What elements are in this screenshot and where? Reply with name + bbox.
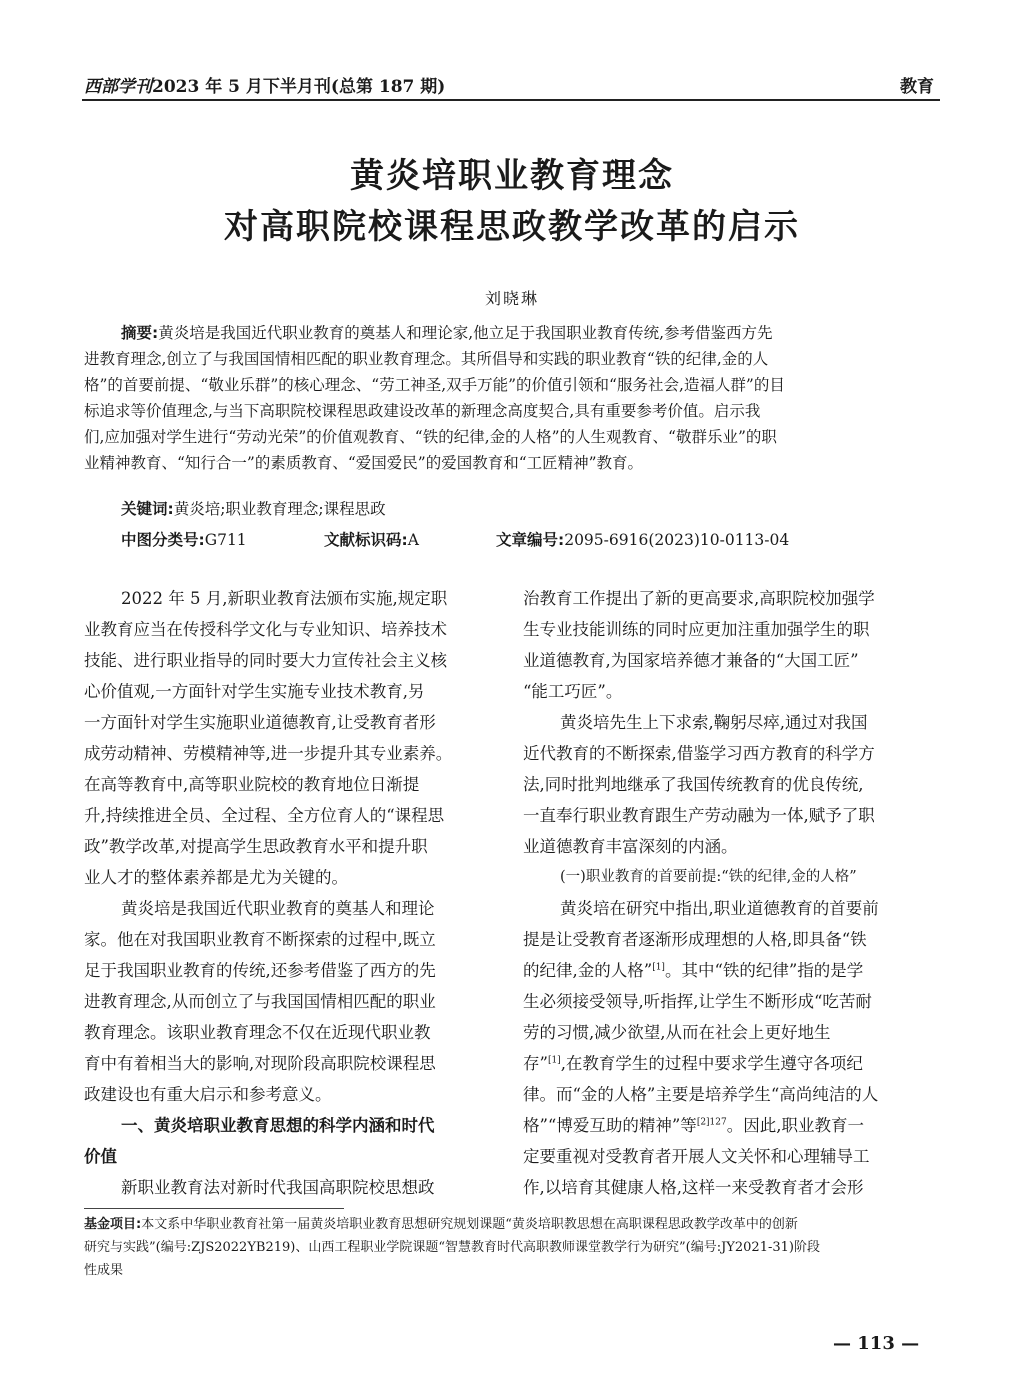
section-heading: 价值 <box>84 1147 117 1166</box>
section-heading: 一、黄炎培职业教育思想的科学内涵和时代 <box>121 1116 435 1135</box>
footnote-divider <box>84 1208 344 1209</box>
author: 刘晓琳 <box>484 289 539 308</box>
journal-logo: 西部学刊 <box>84 77 152 97</box>
body-line: 技能、进行职业指导的同时要大力宣传社会主义核 <box>84 651 447 670</box>
body-line: 治教育工作提出了新的更高要求,高职院校加强学 <box>523 589 875 608</box>
body-line: 家。他在对我国职业教育不断探索的过程中,既立 <box>84 930 436 949</box>
body-line: 法,同时批判地继承了我国传统教育的优良传统, <box>523 775 864 794</box>
body-line: “能工巧匠”。 <box>523 682 623 701</box>
subsection-heading: (一)职业教育的首要前提:“铁的纪律,金的人格” <box>560 869 857 885</box>
citation-ref: [1] <box>652 962 665 973</box>
body-line: 业教育应当在传授科学文化与专业知识、培养技术 <box>84 620 447 639</box>
footnote-line: 本文系中华职业教育社第一届黄炎培职业教育思想研究规划课题“黄炎培职教思想在高职课程思政教学改革中的创新 <box>141 1217 798 1232</box>
body-column-right <box>523 583 939 1203</box>
body-line: 升,持续推进全员、全过程、全方位育人的“课程思 <box>84 806 445 825</box>
abstract-line: 黄炎培是我国近代职业教育的奠基人和理论家,他立足于我国职业教育传统,参考借鉴西方先 <box>158 324 773 342</box>
title-line-2: 对高职院校课程思政教学改革的启示 <box>224 207 800 247</box>
footnote-line: 研究与实践”(编号:ZJS2022YB219)、山西工程职业学院课题“智慧教育时代高职教师课堂教学行为研究”(编号:JY2021-31)阶段 <box>84 1240 820 1255</box>
body-line: 格”“博爱互助的精神”等$^{[2]127}$。因此,职业教育一 <box>523 1116 864 1135</box>
footnote <box>84 1213 940 1282</box>
body-line: 定要重视对受教育者开展人文关怀和心理辅导工 <box>523 1147 870 1166</box>
body-line: 一方面针对学生实施职业道德教育,让受教育者形 <box>84 713 436 732</box>
body-line: 在高等教育中,高等职业院校的教育地位日渐提 <box>84 775 420 794</box>
body-line: 黄炎培在研究中指出,职业道德教育的首要前 <box>560 899 879 918</box>
body-line: 政”教学改革,对提高学生思政教育水平和提升职 <box>84 837 428 856</box>
body-line: 新职业教育法对新时代我国高职院校思想政 <box>121 1178 435 1197</box>
body-line: 育中有着相当大的影响,对现阶段高职院校课程思 <box>84 1054 436 1073</box>
abstract-line: 标追求等价值理念,与当下高职院校课程思政建设改革的新理念高度契合,具有重要参考价值。启示我 <box>84 402 761 420</box>
body-line: 一直奉行职业教育跟生产劳动融为一体,赋予了职 <box>523 806 875 825</box>
footnote-label: 基金项目: <box>84 1217 142 1232</box>
keywords <box>121 497 386 519</box>
body-line: 的纪律,金的人格”[1]。其中“铁的纪律”指的是学 <box>523 961 864 980</box>
body-line: 提是让受教育者逐渐形成理想的人格,即具备“铁 <box>523 930 867 949</box>
abstract-label: 摘要: <box>121 324 159 342</box>
footnote-line: 性成果 <box>84 1263 124 1278</box>
clc-number: 中图分类号:G711 <box>121 531 247 549</box>
body-line: 律。而“金的人格”主要是培养学生“高尚纯洁的人 <box>523 1085 879 1104</box>
body-line: 心价值观,一方面针对学生实施专业技术教育,另 <box>84 682 425 701</box>
section-label: 教育 <box>900 77 934 97</box>
article-number: 文章编号:2095-6916(2023)10-0113-04 <box>496 531 790 549</box>
body-line: 劳的习惯,减少欲望,从而在社会上更好地生 <box>523 1023 831 1042</box>
keywords-text: 黄炎培;职业教育理念;课程思政 <box>173 500 386 518</box>
title-line-1: 黄炎培职业教育理念 <box>350 156 674 196</box>
body-line: 业道德教育,为国家培养德才兼备的“大国工匠” <box>523 651 859 670</box>
body-column-left <box>84 583 500 1203</box>
citation-ref: [1] <box>547 1055 561 1066</box>
header-divider <box>82 99 940 101</box>
page-number: — 113 — <box>833 1333 920 1354</box>
abstract-line: 业精神教育、“知行合一”的素质教育、“爱国爱民”的爱国教育和“工匠精神”教育。 <box>84 454 644 472</box>
abstract-line: 格”的首要前提、“敬业乐群”的核心理念、“劳工神圣,双手万能”的价值引领和“服务社会,造福人群”的目 <box>84 376 785 394</box>
body-line: 政建设也有重大启示和参考意义。 <box>84 1085 332 1104</box>
body-line: 业道德教育丰富深刻的内涵。 <box>523 837 738 856</box>
keywords-label: 关键词: <box>121 500 174 518</box>
issue-info: 2023 年 5 月下半月刊(总第 187 期) <box>152 77 446 97</box>
body-line: 业人才的整体素养都是尤为关键的。 <box>84 868 348 887</box>
abstract <box>84 320 940 476</box>
body-line: 足于我国职业教育的传统,还参考借鉴了西方的先 <box>84 961 436 980</box>
body-line: 作,以培育其健康人格,这样一来受教育者才会形 <box>523 1178 864 1197</box>
body-line: 教育理念。该职业教育理念不仅在近现代职业教 <box>84 1023 431 1042</box>
abstract-line: 们,应加强对学生进行“劳动光荣”的价值观教育、“铁的纪律,金的人格”的人生观教育、“敬群乐业”的职 <box>84 428 777 446</box>
body-line: 进教育理念,从而创立了与我国国情相匹配的职业 <box>84 992 436 1011</box>
citation-ref: [2]127 <box>696 1117 727 1128</box>
body-line: 黄炎培先生上下求索,鞠躬尽瘁,通过对我国 <box>560 713 868 732</box>
body-line: 2022 年 5 月,新职业教育法颁布实施,规定职 <box>121 589 448 608</box>
body-line: 生专业技能训练的同时应更加注重加强学生的职 <box>523 620 870 639</box>
journal-header <box>84 72 445 97</box>
document-code: 文献标识码:A <box>324 531 419 549</box>
body-line: 近代教育的不断探索,借鉴学习西方教育的科学方 <box>523 744 875 763</box>
body-line: 存”[1],在教育学生的过程中要求学生遵守各项纪 <box>523 1054 863 1073</box>
body-line: 生必须接受领导,听指挥,让学生不断形成“吃苦耐 <box>523 992 872 1011</box>
body-line: 黄炎培是我国近代职业教育的奠基人和理论 <box>121 899 435 918</box>
abstract-line: 进教育理念,创立了与我国国情相匹配的职业教育理念。其所倡导和实践的职业教育“铁的纪律,金的人 <box>84 350 769 368</box>
body-line: 成劳动精神、劳模精神等,进一步提升其专业素养。 <box>84 744 453 763</box>
